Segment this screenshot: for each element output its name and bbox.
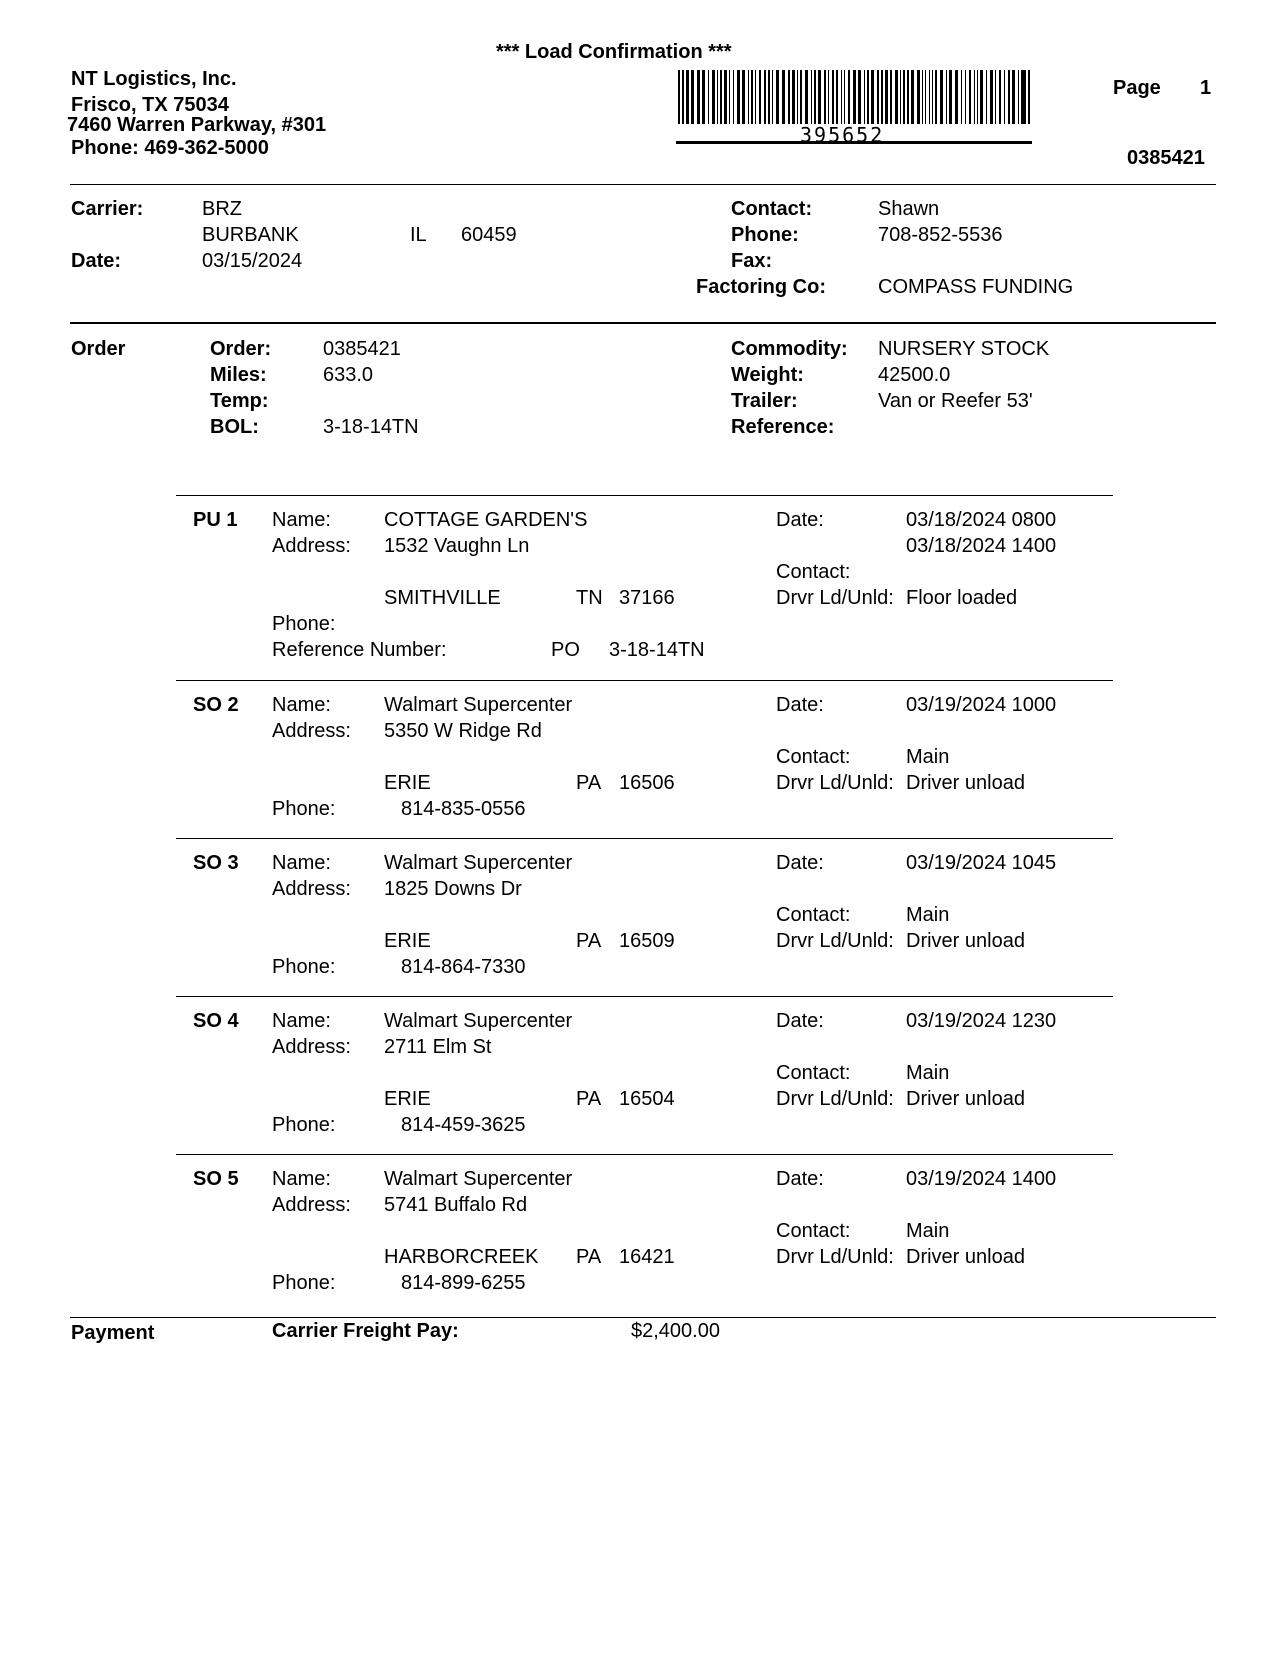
order-bol: 3-18-14TN	[323, 416, 419, 438]
barcode-bar	[751, 70, 753, 124]
stop-name-label: Name:	[272, 694, 331, 716]
barcode-bar	[980, 70, 983, 124]
barcode-bar	[871, 70, 874, 124]
barcode-bar	[848, 70, 850, 124]
carrier-city: BURBANK	[202, 224, 299, 246]
carrier-date-label: Date:	[71, 250, 122, 272]
stop-drvr: Driver unload	[906, 1246, 1025, 1268]
barcode-bar	[1008, 70, 1010, 124]
barcode-bar	[965, 70, 966, 124]
stop-phone-label: Phone:	[272, 1272, 336, 1294]
order-miles: 633.0	[323, 364, 374, 386]
barcode-bar	[867, 70, 869, 124]
freight-pay-amount: $2,400.00	[631, 1320, 720, 1342]
barcode-bar	[691, 70, 694, 124]
barcode-bar	[917, 70, 920, 124]
stop-date-end: 03/18/2024 1400	[906, 535, 1057, 557]
barcode-bar	[748, 70, 749, 124]
barcode-bar	[792, 70, 795, 124]
temp-label: Temp:	[210, 390, 269, 412]
carrier-zip: 60459	[461, 224, 517, 246]
stop-divider	[176, 680, 1113, 681]
stop-name-label: Name:	[272, 852, 331, 874]
barcode-bar	[712, 70, 715, 124]
stop-phone: 814-459-3625	[401, 1114, 526, 1136]
barcode-bar	[782, 70, 785, 124]
barcode-bar	[864, 70, 865, 124]
stop-delivery-4	[0, 988, 1283, 1168]
stop-address-label: Address:	[272, 878, 351, 900]
barcode-bar	[729, 70, 730, 124]
barcode-bar	[885, 70, 888, 124]
barcode-bar	[995, 70, 996, 124]
stop-address: 2711 Elm St	[384, 1036, 492, 1058]
carrier-label: Carrier:	[71, 198, 144, 220]
barcode-bar	[814, 70, 816, 124]
order-number: 0385421	[323, 338, 401, 360]
carrier-contact: Shawn	[878, 198, 940, 220]
order-commodity: NURSERY STOCK	[878, 338, 1050, 360]
stop-contact-label: Contact:	[776, 1220, 851, 1242]
stop-delivery-2	[0, 672, 1283, 852]
stop-code: SO 5	[193, 1168, 239, 1190]
stop-date: 03/19/2024 1045	[906, 852, 1057, 874]
bol-label: BOL:	[210, 416, 259, 438]
stop-code: SO 3	[193, 852, 239, 874]
stop-zip: 16421	[619, 1246, 675, 1268]
barcode-bar	[755, 70, 756, 124]
barcode-bar	[686, 70, 689, 124]
barcode-bar	[764, 70, 766, 124]
stop-address: 5741 Buffalo Rd	[384, 1194, 528, 1216]
stop-date-label: Date:	[776, 1010, 824, 1032]
barcode-bar	[824, 70, 826, 124]
stop-drvr-label: Drvr Ld/Unld:	[776, 587, 894, 609]
barcode-bar	[890, 70, 892, 124]
stop-name: Walmart Supercenter	[384, 694, 573, 716]
barcode-bar	[949, 70, 952, 124]
stop-address-label: Address:	[272, 535, 351, 557]
stop-city: ERIE	[384, 1088, 431, 1110]
barcode-bar	[702, 70, 705, 124]
page-number: 1	[1200, 77, 1212, 99]
stop-state: TN	[576, 587, 603, 609]
barcode-bar	[697, 70, 700, 124]
barcode-bar	[788, 70, 790, 124]
stop-code: SO 4	[193, 1010, 239, 1032]
stop-contact: Main	[906, 904, 950, 926]
barcode-bar	[929, 70, 930, 124]
order-label: Order:	[210, 338, 272, 360]
barcode-bar	[832, 70, 834, 124]
barcode-bar	[903, 70, 905, 124]
barcode-bar	[776, 70, 779, 124]
barcode-bar	[940, 70, 943, 124]
stop-address: 1825 Downs Dr	[384, 878, 522, 900]
stop-date-label: Date:	[776, 1168, 824, 1190]
order-trailer: Van or Reefer 53'	[878, 390, 1033, 412]
phone-label: Phone:	[731, 224, 799, 246]
stop-name-label: Name:	[272, 1010, 331, 1032]
stop-phone-label: Phone:	[272, 956, 336, 978]
barcode-bar	[961, 70, 962, 124]
barcode-bar	[759, 70, 761, 124]
stop-contact: Main	[906, 1062, 950, 1084]
barcode-bar	[678, 70, 680, 124]
barcode-bar	[974, 70, 975, 124]
factoring-company: COMPASS FUNDING	[878, 276, 1074, 298]
order-section-label: Order	[71, 338, 126, 360]
barcode-bar	[768, 70, 770, 124]
stop-state: PA	[576, 1088, 602, 1110]
stop-name: Walmart Supercenter	[384, 1168, 573, 1190]
barcode-bar	[708, 70, 709, 124]
stop-city: ERIE	[384, 772, 431, 794]
stop-date-label: Date:	[776, 694, 824, 716]
divider	[70, 1317, 1216, 1318]
barcode-bar	[682, 70, 684, 124]
barcode-bar	[772, 70, 773, 124]
stop-date-label: Date:	[776, 509, 824, 531]
payment-section-label: Payment	[71, 1322, 155, 1344]
stop-contact-label: Contact:	[776, 904, 851, 926]
barcode-bar	[841, 70, 842, 124]
stop-date: 03/19/2024 1230	[906, 1010, 1057, 1032]
stop-contact-label: Contact:	[776, 561, 851, 583]
stop-date: 03/18/2024 0800	[906, 509, 1057, 531]
barcode-bar	[853, 70, 856, 124]
company-city: Frisco, TX 75034	[71, 94, 229, 116]
stop-code: PU 1	[193, 509, 238, 531]
stop-code: SO 2	[193, 694, 239, 716]
barcode-bar	[844, 70, 845, 124]
stop-name: COTTAGE GARDEN'S	[384, 509, 588, 531]
stop-reference-label: Reference Number:	[272, 639, 447, 661]
reference-label: Reference:	[731, 416, 835, 438]
miles-label: Miles:	[210, 364, 267, 386]
barcode-bar	[724, 70, 727, 124]
stop-divider	[176, 838, 1113, 839]
stop-reference-number: 3-18-14TN	[609, 639, 705, 661]
factoring-label: Factoring Co:	[696, 276, 826, 298]
stop-drvr-label: Drvr Ld/Unld:	[776, 772, 894, 794]
barcode-bar	[922, 70, 923, 124]
stop-delivery-3	[0, 830, 1283, 1010]
barcode-bar	[1028, 70, 1030, 124]
barcode-bar	[911, 70, 914, 124]
barcode-bar	[925, 70, 926, 124]
barcode-bar	[733, 70, 734, 124]
barcode-bar	[935, 70, 937, 124]
stop-city: HARBORCREEK	[384, 1246, 539, 1268]
stop-city: ERIE	[384, 930, 431, 952]
barcode-bar	[797, 70, 798, 124]
stop-name: Walmart Supercenter	[384, 852, 573, 874]
stop-delivery-5	[0, 1146, 1283, 1326]
company-street: 7460 Warren Parkway, #301	[67, 114, 327, 136]
stop-zip: 37166	[619, 587, 675, 609]
stop-address-label: Address:	[272, 1194, 351, 1216]
stop-divider	[176, 996, 1113, 997]
stop-reference-type: PO	[551, 639, 580, 661]
barcode-bar	[720, 70, 722, 124]
carrier-date: 03/15/2024	[202, 250, 303, 272]
company-phone: Phone: 469-362-5000	[71, 137, 269, 159]
stop-address: 5350 W Ridge Rd	[384, 720, 542, 742]
stop-drvr-label: Drvr Ld/Unld:	[776, 930, 894, 952]
barcode-bar	[932, 70, 933, 124]
divider	[70, 184, 1216, 185]
barcode-bar	[717, 70, 718, 124]
trailer-label: Trailer:	[731, 390, 798, 412]
stop-drvr-label: Drvr Ld/Unld:	[776, 1246, 894, 1268]
freight-pay-label: Carrier Freight Pay:	[272, 1320, 459, 1342]
stop-phone: 814-864-7330	[401, 956, 526, 978]
stop-phone: 814-899-6255	[401, 1272, 526, 1294]
barcode-bar	[990, 70, 993, 124]
barcode-bar	[900, 70, 901, 124]
barcode-number: 395652	[800, 123, 885, 147]
barcode-bar	[1012, 70, 1015, 124]
stop-drvr: Driver unload	[906, 930, 1025, 952]
barcode-bar	[999, 70, 1001, 124]
stop-drvr: Driver unload	[906, 772, 1025, 794]
stop-contact: Main	[906, 1220, 950, 1242]
stop-phone-label: Phone:	[272, 613, 336, 635]
barcode-bar	[818, 70, 821, 124]
barcode-bar	[805, 70, 808, 124]
stop-address: 1532 Vaughn Ln	[384, 535, 530, 557]
stop-drvr: Driver unload	[906, 1088, 1025, 1110]
stop-name: Walmart Supercenter	[384, 1010, 573, 1032]
stop-zip: 16504	[619, 1088, 675, 1110]
stop-date: 03/19/2024 1000	[906, 694, 1057, 716]
divider	[70, 322, 1216, 324]
barcode-bar	[881, 70, 883, 124]
weight-label: Weight:	[731, 364, 804, 386]
carrier-phone: 708-852-5536	[878, 224, 1003, 246]
fax-label: Fax:	[731, 250, 773, 272]
stop-phone-label: Phone:	[272, 798, 336, 820]
barcode-bar	[955, 70, 958, 124]
barcode-bar	[946, 70, 947, 124]
stop-contact-label: Contact:	[776, 746, 851, 768]
document-title: *** Load Confirmation ***	[496, 41, 732, 63]
stop-zip: 16509	[619, 930, 675, 952]
company-name: NT Logistics, Inc.	[71, 68, 237, 90]
barcode-bar	[895, 70, 898, 124]
stop-state: PA	[576, 1246, 602, 1268]
stop-pickup-1	[0, 487, 1283, 667]
barcode-bar	[907, 70, 909, 124]
barcode-bar	[737, 70, 740, 124]
barcode-bar	[836, 70, 838, 124]
stop-drvr: Floor loaded	[906, 587, 1018, 609]
barcode-bar	[1004, 70, 1005, 124]
stop-address-label: Address:	[272, 720, 351, 742]
barcode-bar	[858, 70, 861, 124]
barcode-bar	[742, 70, 745, 124]
stop-contact-label: Contact:	[776, 1062, 851, 1084]
stop-divider	[176, 495, 1113, 496]
stop-drvr-label: Drvr Ld/Unld:	[776, 1088, 894, 1110]
stop-date-label: Date:	[776, 852, 824, 874]
barcode-bar	[969, 70, 971, 124]
barcode-bar	[977, 70, 978, 124]
carrier-name: BRZ	[202, 198, 242, 220]
commodity-label: Commodity:	[731, 338, 848, 360]
barcode-bar	[986, 70, 987, 124]
barcode-bar	[1018, 70, 1019, 124]
stop-contact: Main	[906, 746, 950, 768]
stop-state: PA	[576, 930, 602, 952]
barcode-bar	[828, 70, 829, 124]
barcode-bar	[811, 70, 812, 124]
stop-address-label: Address:	[272, 1036, 351, 1058]
stop-zip: 16506	[619, 772, 675, 794]
stop-name-label: Name:	[272, 1168, 331, 1190]
stop-phone-label: Phone:	[272, 1114, 336, 1136]
page-label: Page	[1113, 77, 1161, 99]
stop-state: PA	[576, 772, 602, 794]
stop-city: SMITHVILLE	[384, 587, 501, 609]
barcode-bar	[800, 70, 802, 124]
barcode	[676, 70, 1032, 124]
barcode-bar	[1021, 70, 1024, 124]
barcode-bar	[1024, 70, 1026, 124]
stop-phone: 814-835-0556	[401, 798, 526, 820]
document-number: 0385421	[1127, 147, 1205, 169]
barcode-bar	[877, 70, 879, 124]
stop-name-label: Name:	[272, 509, 331, 531]
contact-label: Contact:	[731, 198, 813, 220]
stop-date: 03/19/2024 1400	[906, 1168, 1057, 1190]
stop-divider	[176, 1154, 1113, 1155]
order-weight: 42500.0	[878, 364, 951, 386]
carrier-state: IL	[410, 224, 427, 246]
